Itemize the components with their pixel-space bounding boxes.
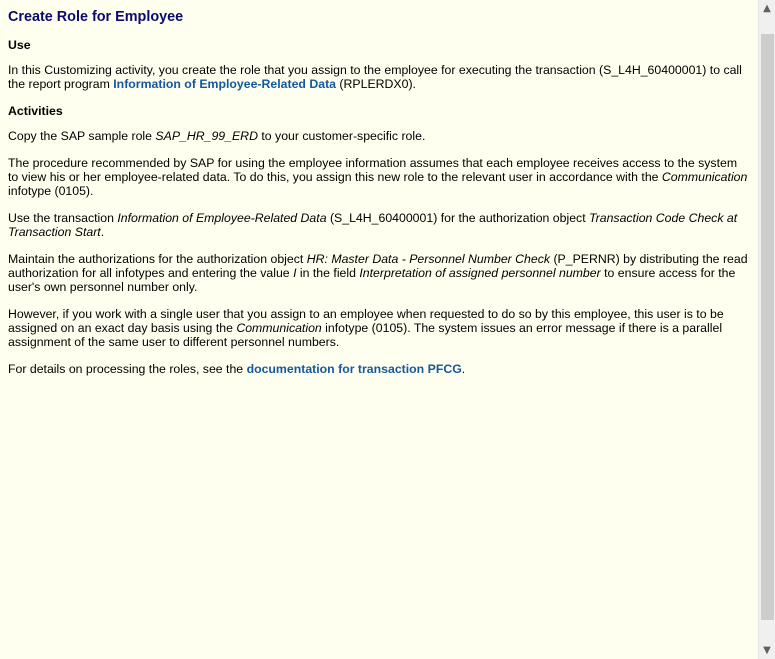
text-span: (S_L4H_60400001) for the authorization object [326, 211, 590, 225]
activities-paragraph-4 [8, 252, 750, 294]
text-span: For details on processing the roles, see the [8, 362, 247, 376]
italic-auth-object: HR: Master Data - Personnel Number Check [306, 252, 551, 266]
text-span: . [100, 225, 105, 239]
italic-role-name: SAP_HR_99_ERD [155, 129, 258, 143]
italic-infotype-name: Communication [661, 170, 748, 184]
italic-field-name: Interpretation of assigned personnel number [359, 266, 601, 280]
page-title: Create Role for Employee [8, 9, 184, 25]
text-span: in the field [296, 266, 360, 280]
link-pfcg-documentation[interactable]: documentation for transaction PFCG [246, 362, 462, 376]
italic-infotype-name: Communication [236, 321, 322, 335]
activities-paragraph-6 [8, 362, 750, 376]
text-span: (P_PERNR) by distributing the read authorization for all infotypes and entering the value [8, 252, 748, 280]
vertical-scrollbar[interactable] [758, 0, 775, 659]
text-span: Copy the SAP sample role [8, 129, 156, 143]
activities-paragraph-1 [8, 129, 750, 143]
scroll-up-icon[interactable]: ▲ [763, 2, 771, 14]
text-span: . [461, 362, 466, 376]
text-span: infotype (0105). The system issues an error message if there is a parallel assignment of the same user to different personnel numbers. [8, 321, 723, 349]
text-span: infotype (0105). [8, 184, 94, 198]
use-paragraph [8, 63, 750, 91]
activities-paragraph-2 [8, 156, 750, 198]
use-text: In this Customizing activity, you create the role that you assign to the employee for executing the transaction (S_L4H_60400001) to call the report program [8, 63, 742, 91]
use-text-end: (RPLERDX0). [336, 77, 416, 91]
text-span: However, if you work with a single user that you assign to an employee when requested to do so by this employee, this user is to be assigned on an exact day basis using the [8, 307, 724, 335]
activities-paragraph-5 [8, 307, 750, 349]
text-span: Use the transaction [8, 211, 118, 225]
italic-value: I [293, 266, 297, 280]
section-heading-use: Use [8, 38, 31, 52]
section-heading-activities: Activities [8, 104, 63, 118]
text-span: The procedure recommended by SAP for using the employee information assumes that each employee receives access to the system to view his or her employee-related data. To do this, you assign this new role to the relevant user in accordance with the [8, 156, 738, 184]
activities-paragraph-3 [8, 211, 750, 239]
text-span: to your customer-specific role. [257, 129, 426, 143]
scrollbar-thumb[interactable] [761, 34, 774, 620]
text-span: to ensure access for the user's own personnel number only. [8, 266, 736, 294]
italic-auth-object: Transaction Code Check at Transaction Start [8, 211, 738, 239]
link-employee-related-data[interactable]: Information of Employee-Related Data [113, 77, 337, 91]
italic-transaction-name: Information of Employee-Related Data [117, 211, 327, 225]
scroll-down-icon[interactable]: ▼ [763, 644, 771, 656]
text-span: Maintain the authorizations for the authorization object [8, 252, 307, 266]
